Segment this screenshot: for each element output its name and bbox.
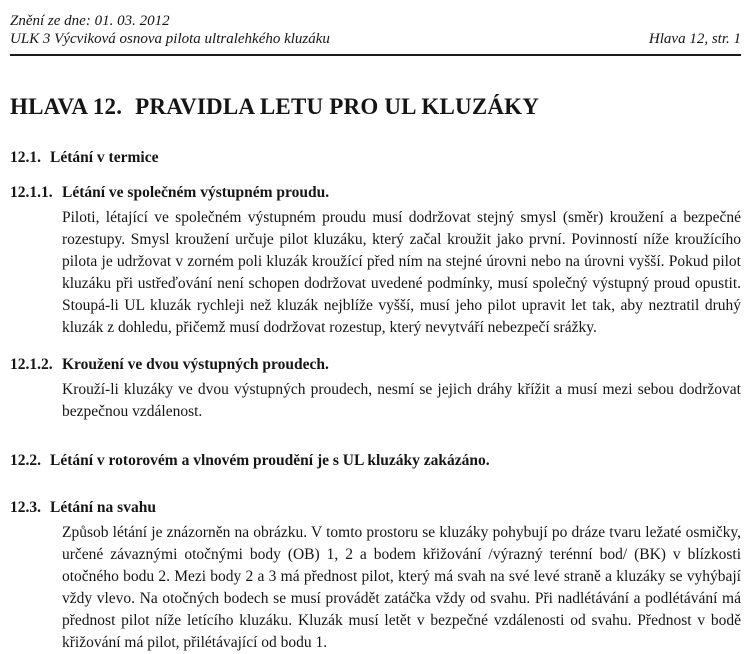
section-heading-text: Létání v termice xyxy=(50,149,159,167)
chapter-title xyxy=(10,94,741,120)
body-paragraph: Piloti, létající ve společném výstupném proudu musí dodržovat stejný smysl (směr) kroužení a bezpečné rozestupy. Smysl kroužení určuje pilot kluzáku, který začal kroužit jako první. Povinností níže kroužícího pilota je udržovat v zorném poli kluzák kroužící před ním na stejné úrovni nebo na úrovni vyšší. Pokud pilot kluzáku při ustřeďování není schopen dodržovat uvedené podmínky, musí společný výstupný proud opustit. Stoupá-li UL kluzák rychleji než kluzák nejblíže vyšší, musí jeho pilot upravit let tak, aby neztratil druhý kluzák z dohledu, přičemž musí dodržovat rozestup, který nevytváří nebezpečí srážky. xyxy=(62,209,741,337)
section-number: 12.1.1. xyxy=(10,184,53,202)
header-page-reference: Hlava 12, str. 1 xyxy=(648,31,741,47)
section-number: 12.3. xyxy=(10,499,41,517)
section-number: 12.1. xyxy=(10,149,41,167)
body-paragraph: Způsob létání je znázorněn na obrázku. V tomto prostoru se kluzáky pohybují po dráze tvaru ležaté osmičky, určené závaznými otočnými body (OB) 1, 2 a bodem křižování /výrazný terénní bod/ (BK) v blízkosti otočného bodu 2. Mezi body 2 a 3 má přednost pilot, který má svah na své levé straně a kluzáky se vyhýbají vždy vlevo. Na otočných bodech se musí provádět zatáčka vždy od svahu. Při nadlétávání a podlétávání má přednost pilot níže letícího kluzáku. Kluzák musí letět v bezpečné vzdálenosti od svahu. Přednost v bodě křižování má pilot, přilétávající od bodu 1. xyxy=(62,524,741,652)
header-document-title: ULK 3 Výcviková osnova pilota ultralehkého kluzáku xyxy=(10,31,330,47)
section-heading-text: Létání na svahu xyxy=(50,499,156,517)
section-heading-12.1 xyxy=(10,148,741,167)
section-number: 12.2. xyxy=(10,452,41,470)
document-header xyxy=(10,12,741,56)
section-heading-text: Létání v rotorovém a vlnovém proudění je s UL kluzáky zakázáno. xyxy=(50,452,490,470)
header-row xyxy=(10,30,741,48)
section-heading-12.1.2 xyxy=(10,355,741,374)
section-heading-12.1.1 xyxy=(10,183,741,202)
section-heading-12.3 xyxy=(10,498,741,517)
body-paragraph: Krouží-li kluzáky ve dvou výstupných proudech, nesmí se jejich dráhy křížit a musí mezi sebou dodržovat bezpečnou vzdálenost. xyxy=(62,381,741,421)
section-heading-text: Kroužení ve dvou výstupných proudech. xyxy=(62,356,329,374)
section-number: 12.1.2. xyxy=(10,356,53,374)
header-revision-date: Znění ze dne: 01. 03. 2012 xyxy=(10,13,170,29)
document-body xyxy=(10,148,741,654)
section-heading-12.2 xyxy=(10,451,741,470)
chapter-number: HLAVA 12. xyxy=(10,94,123,119)
section-heading-text: Létání ve společném výstupném proudu. xyxy=(62,184,330,202)
chapter-title-text: PRAVIDLA LETU PRO UL KLUZÁKY xyxy=(135,94,540,119)
